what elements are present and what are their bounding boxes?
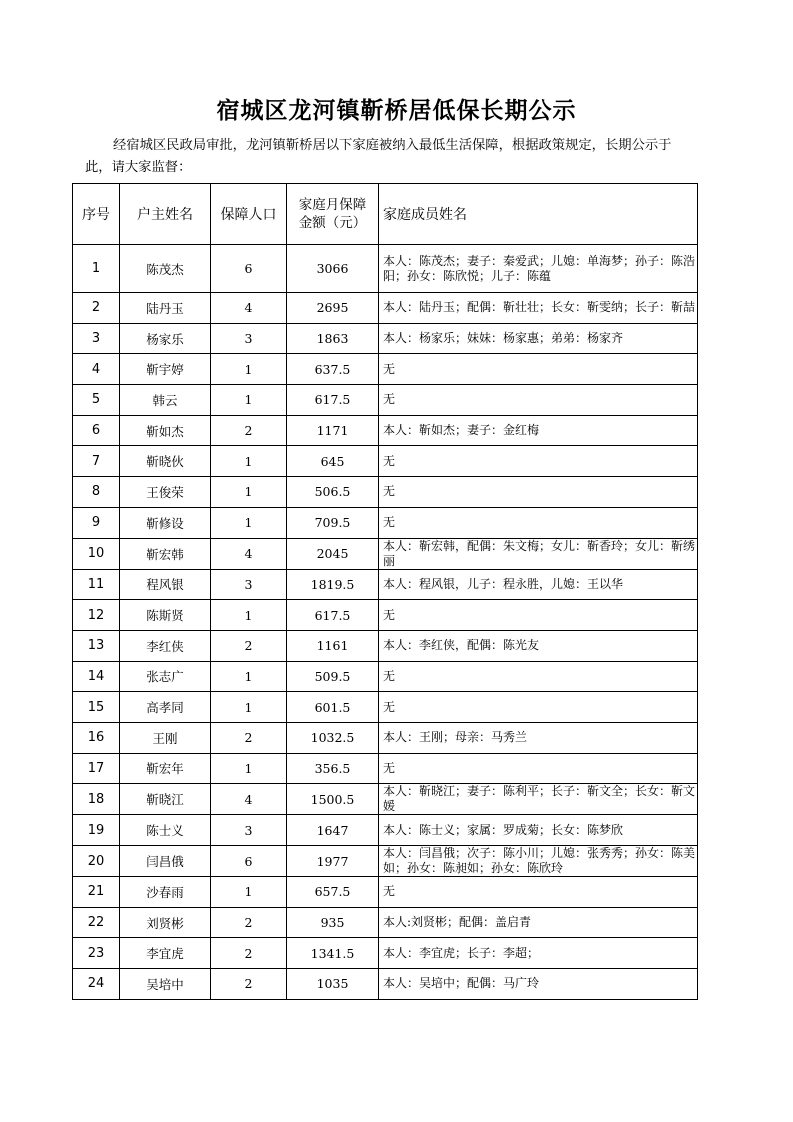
row-persons: 3 [211,815,287,846]
row-persons: 1 [211,507,287,538]
row-amount: 617.5 [287,600,379,631]
row-persons: 4 [211,293,287,324]
table-row [73,907,698,938]
row-persons: 2 [211,630,287,661]
page-title: 宿城区龙河镇靳桥居低保长期公示 [216,97,577,124]
row-members: 本人：闫昌俄；次子：陈小川；儿媳：张秀秀；孙女：陈美如；孙女：陈昶如；孙女：陈欣玲 [379,846,698,877]
row-members: 本人：李宜虎；长子：李超； [379,938,698,969]
row-persons: 1 [211,692,287,723]
row-head-name: 闫昌俄 [120,846,211,877]
row-index: 13 [73,630,120,661]
row-index: 24 [73,969,120,1000]
row-head-name: 韩云 [120,385,211,416]
row-head-name: 靳晓江 [120,784,211,815]
row-head-name: 沙春雨 [120,877,211,908]
table-row [73,245,698,293]
row-amount: 617.5 [287,385,379,416]
row-persons: 1 [211,600,287,631]
row-members: 无 [379,446,698,477]
row-index: 1 [73,245,120,293]
row-amount: 935 [287,907,379,938]
table-row [73,507,698,538]
row-amount: 3066 [287,245,379,293]
row-index: 8 [73,477,120,508]
table-row [73,938,698,969]
row-head-name: 刘贤彬 [120,907,211,938]
row-amount: 509.5 [287,661,379,692]
row-head-name: 陆丹玉 [120,293,211,324]
row-index: 14 [73,661,120,692]
table-row [73,877,698,908]
row-members: 本人：靳如杰；妻子：金红梅 [379,415,698,446]
row-index: 5 [73,385,120,416]
row-members: 无 [379,507,698,538]
row-amount: 2045 [287,538,379,569]
subsidy-table [72,183,698,1000]
row-head-name: 李红侠 [120,630,211,661]
row-head-name: 靳晓伙 [120,446,211,477]
row-head-name: 靳宏韩 [120,538,211,569]
row-members: 本人：陈茂杰；妻子：秦爱武；儿媳：单海梦；孙子：陈浩阳；孙女：陈欣悦；儿子：陈蕴 [379,245,698,293]
row-members: 本人：吴培中；配偶：马广玲 [379,969,698,1000]
row-head-name: 陈斯贤 [120,600,211,631]
row-index: 12 [73,600,120,631]
row-index: 6 [73,415,120,446]
row-persons: 1 [211,877,287,908]
row-amount: 1171 [287,415,379,446]
row-members: 无 [379,692,698,723]
table-row [73,477,698,508]
row-head-name: 陈士义 [120,815,211,846]
row-head-name: 李宜虎 [120,938,211,969]
row-index: 22 [73,907,120,938]
intro-paragraph: 经宿城区民政局审批，龙河镇靳桥居以下家庭被纳入最低生活保障，根据政策规定，长期公示于此，请大家监督： [85,138,672,175]
header-index: 序号 [73,184,120,245]
row-members: 无 [379,600,698,631]
row-members: 无 [379,753,698,784]
row-members: 本人:刘贤彬；配偶：盖启青 [379,907,698,938]
row-amount: 1819.5 [287,569,379,600]
table-row [73,354,698,385]
row-index: 16 [73,722,120,753]
row-head-name: 高孝同 [120,692,211,723]
row-head-name: 杨家乐 [120,323,211,354]
row-persons: 2 [211,969,287,1000]
row-index: 18 [73,784,120,815]
row-members: 本人：杨家乐；妹妹：杨家惠；弟弟：杨家齐 [379,323,698,354]
row-head-name: 吴培中 [120,969,211,1000]
row-persons: 4 [211,784,287,815]
row-persons: 1 [211,354,287,385]
row-members: 本人：陈士义；家属：罗成菊；长女：陈梦欣 [379,815,698,846]
row-persons: 1 [211,661,287,692]
table-row [73,784,698,815]
row-members: 本人：陆丹玉；配偶：靳壮壮；长女：靳雯纳；长子：靳喆 [379,293,698,324]
row-head-name: 靳修设 [120,507,211,538]
row-persons: 2 [211,722,287,753]
header-head-name: 户主姓名 [120,184,211,245]
row-members: 无 [379,477,698,508]
table-row [73,692,698,723]
row-persons: 2 [211,938,287,969]
row-persons: 2 [211,907,287,938]
row-persons: 1 [211,753,287,784]
row-amount: 645 [287,446,379,477]
row-amount: 1341.5 [287,938,379,969]
header-persons: 保障人口 [211,184,287,245]
table-row [73,446,698,477]
row-amount: 2695 [287,293,379,324]
row-amount: 1035 [287,969,379,1000]
row-persons: 1 [211,477,287,508]
row-amount: 1863 [287,323,379,354]
table-header-row [73,184,698,245]
row-persons: 3 [211,569,287,600]
row-amount: 506.5 [287,477,379,508]
row-index: 7 [73,446,120,477]
row-members: 无 [379,661,698,692]
row-head-name: 靳宏年 [120,753,211,784]
row-index: 4 [73,354,120,385]
row-amount: 657.5 [287,877,379,908]
row-index: 19 [73,815,120,846]
row-head-name: 程风银 [120,569,211,600]
row-index: 3 [73,323,120,354]
row-index: 23 [73,938,120,969]
row-index: 10 [73,538,120,569]
row-members: 无 [379,385,698,416]
table-row [73,538,698,569]
row-head-name: 王俊荣 [120,477,211,508]
row-persons: 3 [211,323,287,354]
row-persons: 1 [211,446,287,477]
table-row [73,293,698,324]
table-row [73,753,698,784]
row-head-name: 靳如杰 [120,415,211,446]
row-index: 2 [73,293,120,324]
row-amount: 1161 [287,630,379,661]
header-amount-line1: 家庭月保障 [298,197,367,213]
row-persons: 2 [211,415,287,446]
row-head-name: 靳宇婷 [120,354,211,385]
row-members: 本人：王刚；母亲：马秀兰 [379,722,698,753]
row-index: 17 [73,753,120,784]
row-persons: 1 [211,385,287,416]
row-persons: 4 [211,538,287,569]
table-row [73,969,698,1000]
header-amount [287,184,379,245]
row-amount: 356.5 [287,753,379,784]
row-index: 21 [73,877,120,908]
table-row [73,323,698,354]
table-row [73,815,698,846]
row-amount: 601.5 [287,692,379,723]
row-index: 11 [73,569,120,600]
table-row [73,569,698,600]
row-amount: 1977 [287,846,379,877]
row-members: 本人：李红侠，配偶：陈光友 [379,630,698,661]
table-row [73,415,698,446]
row-amount: 1647 [287,815,379,846]
header-members: 家庭成员姓名 [379,184,698,245]
row-index: 9 [73,507,120,538]
row-members: 无 [379,877,698,908]
row-members: 本人：程风银，儿子：程永胜，儿媳：王以华 [379,569,698,600]
row-members: 本人：靳宏韩，配偶：朱文梅；女儿：靳香玲；女儿：靳绣丽 [379,538,698,569]
table-row [73,661,698,692]
row-amount: 637.5 [287,354,379,385]
row-amount: 1032.5 [287,722,379,753]
row-members: 无 [379,354,698,385]
row-members: 本人：靳晓江；妻子：陈利平；长子：靳文全；长女：靳文媛 [379,784,698,815]
table-row [73,630,698,661]
table-row [73,385,698,416]
row-head-name: 王刚 [120,722,211,753]
table-row [73,722,698,753]
table-row [73,846,698,877]
row-index: 20 [73,846,120,877]
row-amount: 709.5 [287,507,379,538]
row-amount: 1500.5 [287,784,379,815]
row-index: 15 [73,692,120,723]
row-persons: 6 [211,846,287,877]
row-head-name: 张志广 [120,661,211,692]
table-row [73,600,698,631]
row-head-name: 陈茂杰 [120,245,211,293]
header-amount-line2: 金额（元） [298,215,367,231]
row-persons: 6 [211,245,287,293]
